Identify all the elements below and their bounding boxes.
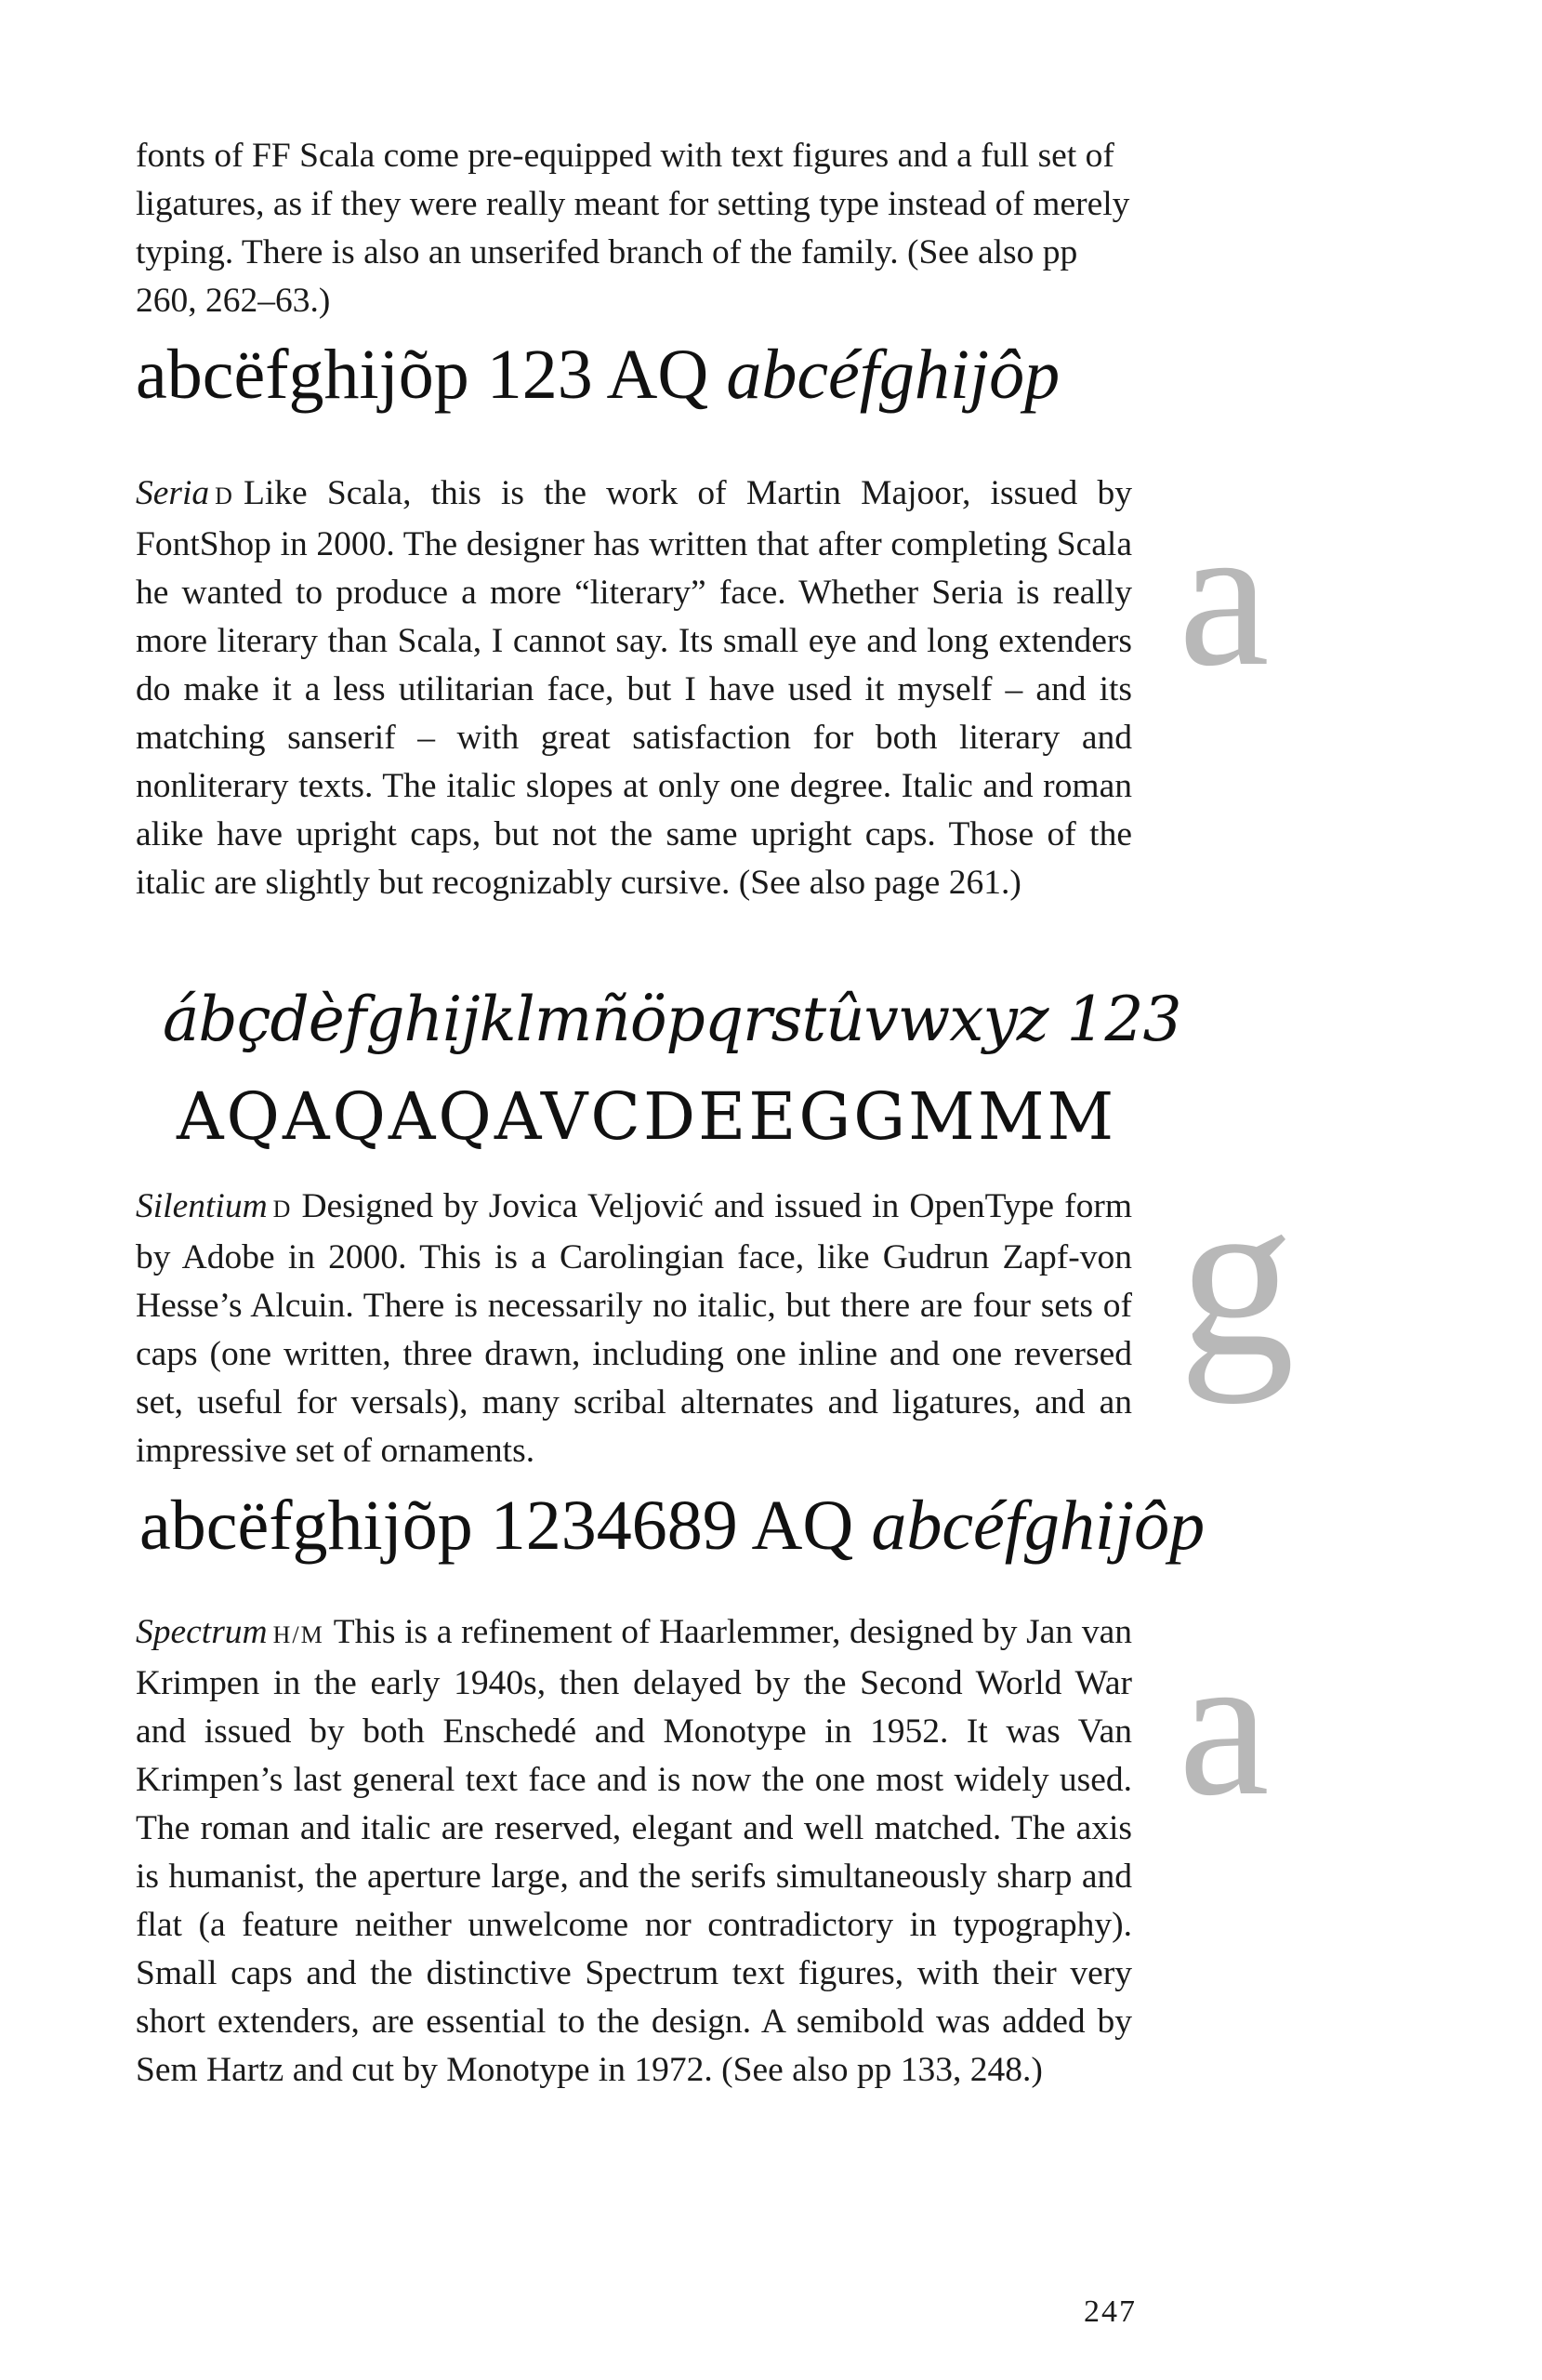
page-number: 247 [1084, 2294, 1137, 2329]
scala-specimen [136, 335, 1149, 416]
entry-text-silentium: Designed by Jovica Veljović and issued in OpenType form by Adobe in 2000. This is a Carolingian face, like Gudrun Zapf-von Hesse’s Alcuin. There is necessarily no italic, but there are four sets of caps (one written, three drawn, including one inline and one reversed set, useful for versals), many scribal alternates and ligatures, and an impressive set of ornaments. [136, 1187, 1132, 1470]
spectrum-entry [136, 1608, 1132, 2095]
entry-name-seria: Seria [136, 474, 210, 512]
entry-name-spectrum: Spectrum [136, 1613, 268, 1651]
entry-text-seria: Like Scala, this is the work of Martin Majoor, issued by FontShop in 2000. The designer has written that after completing Scala he wanted to produce a more “literary” face. Whether Seria is really more literary than Scala, I cannot say. Its small eye and long extenders do make it a less utilitarian face, but I have used it myself – and its matching sanserif – with great satisfaction for both literary and nonliterary texts. The italic slopes at only one degree. Italic and roman alike have upright caps, but not the same upright caps. Those of the italic are slightly but recognizably cursive. (See also page 261.) [136, 474, 1132, 902]
classification-seria: D [215, 483, 234, 509]
scala-specimen-italic: abcéfghijôp [726, 336, 1061, 414]
spectrum-specimen-italic: abcéfghijôp [871, 1487, 1206, 1565]
margin-glyph-g-silentium: g [1179, 1147, 1295, 1405]
classification-spectrum: H/M [272, 1621, 324, 1648]
seria-entry [136, 469, 1132, 907]
spectrum-specimen-roman: abcëfghijõp 1234689 AQ [139, 1487, 872, 1565]
spectrum-specimen [139, 1486, 1206, 1567]
margin-glyph-a-seria: a [1179, 482, 1270, 708]
seria-caps-specimen: AQAQAQAVCDEEGGMMM [177, 1078, 1117, 1155]
classification-silentium: D [272, 1196, 293, 1223]
intro-paragraph: fonts of FF Scala come pre-equipped with text figures and a full set of ligatures, as if they were really meant for setting type instead of merely typing. There is also an unserifed branch of the family. (See also pp 260, 262–63.) [136, 137, 1130, 320]
margin-glyph-a-spectrum: a [1179, 1611, 1270, 1838]
seria-italic-specimen: ábçdèfghijklmñöpqrstûvwxyz 123 [163, 984, 1181, 1055]
silentium-entry [136, 1183, 1132, 1475]
scala-specimen-roman: abcëfghijõp 123 AQ [136, 336, 727, 414]
entry-name-silentium: Silentium [136, 1187, 268, 1225]
entry-text-spectrum: This is a refinement of Haarlemmer, designed by Jan van Krimpen in the early 1940s, then delayed by the Second World War and issued by both Enschedé and Monotype in 1952. It was Van Krimpen’s last general text face and is now the one most widely used. The roman and italic are reserved, elegant and well matched. The axis is humanist, the aperture large, and the serifs simultaneously sharp and flat (a feature neither unwelcome nor contradictory in typography). Small caps and the distinctive Spectrum text figures, with their very short extenders, are essential to the design. A semibold was added by Sem Hartz and cut by Monotype in 1972. (See also pp 133, 248.) [136, 1613, 1132, 2089]
